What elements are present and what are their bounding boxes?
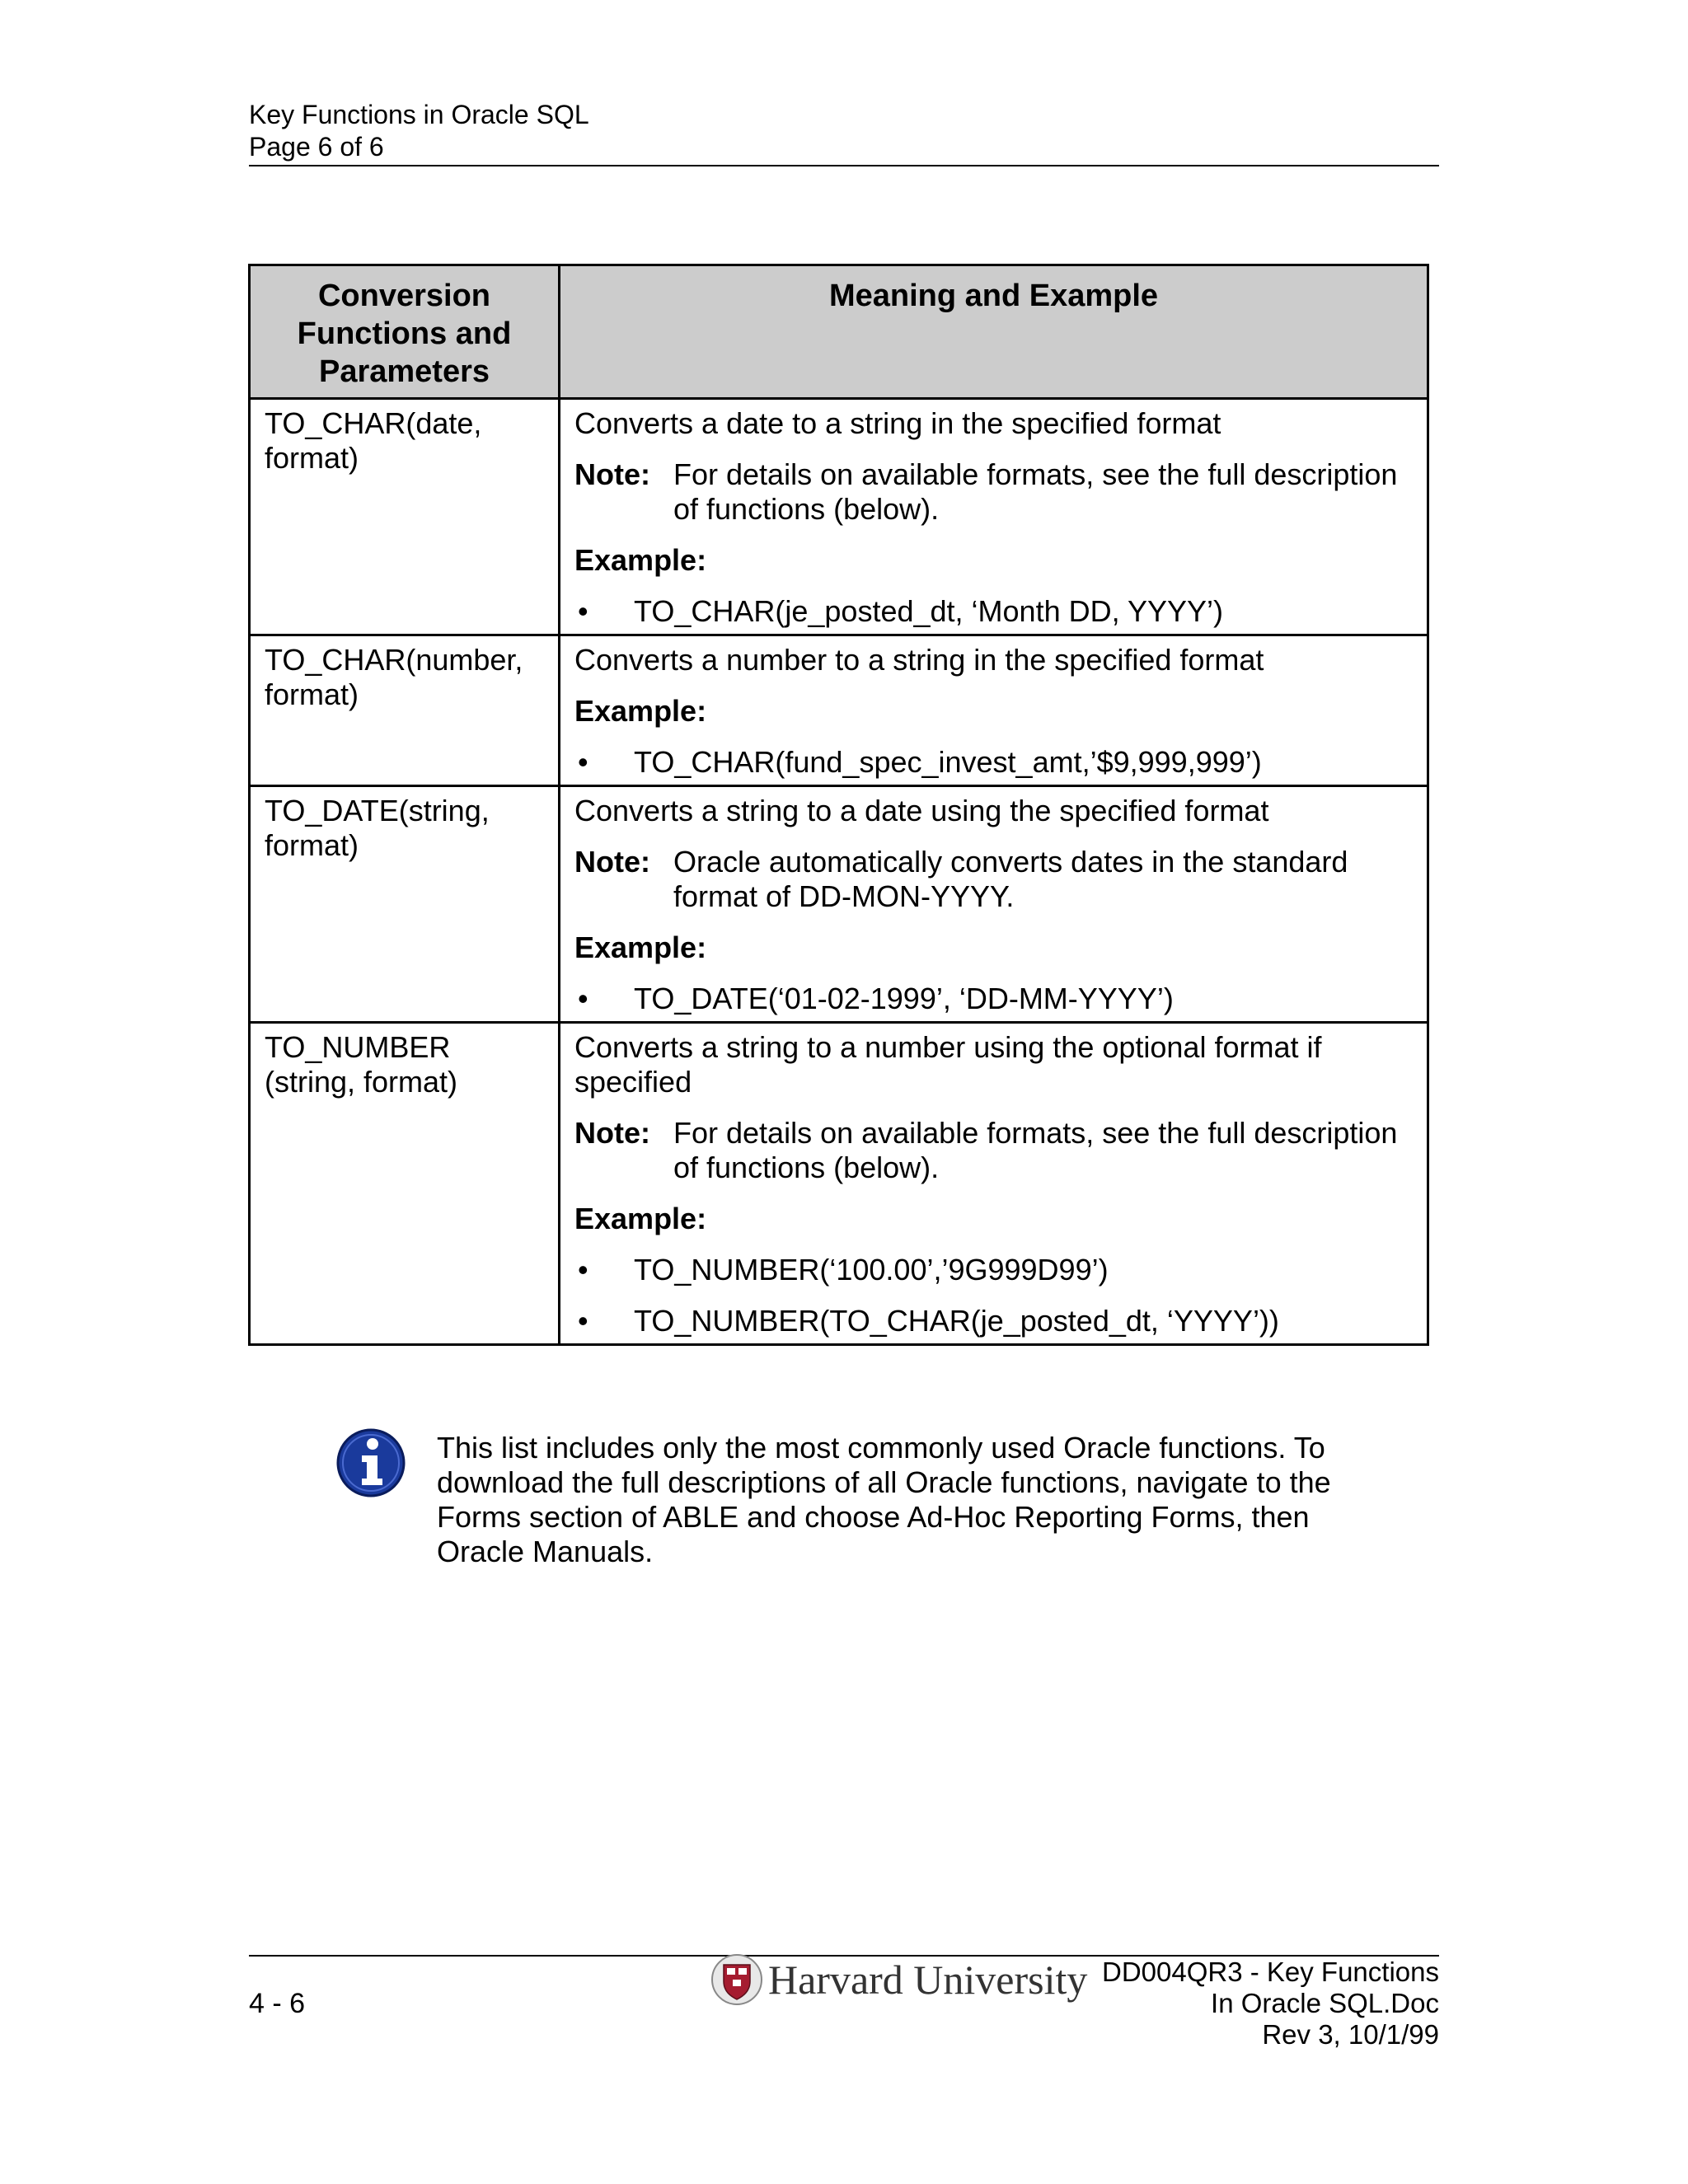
page-indicator: Page 6 of 6 [249, 132, 384, 162]
example-item [574, 594, 1414, 629]
note [574, 1116, 1414, 1185]
bullet-icon: • [578, 594, 588, 628]
note-label: Note: [574, 457, 650, 491]
column-header-functions: Conversion Functions and Parameters [250, 265, 560, 399]
table-row [250, 1023, 1428, 1345]
meaning-cell [560, 786, 1428, 1023]
bullet-icon: • [578, 1304, 588, 1338]
example-code: TO_CHAR(je_posted_dt, ‘Month DD, YYYY’) [634, 594, 1223, 628]
example-label: Example: [574, 930, 707, 964]
info-icon [335, 1427, 406, 1502]
function-description: Converts a date to a string in the specified format [574, 406, 1221, 440]
doc-revision: Rev 3, 10/1/99 [1262, 2019, 1439, 2050]
example-label: Example: [574, 694, 707, 728]
note [574, 845, 1414, 914]
table-row [250, 786, 1428, 1023]
bullet-icon: • [578, 745, 588, 779]
function-description: Converts a string to a number using the optional format if specified [574, 1030, 1322, 1099]
example-item [574, 982, 1414, 1016]
example-code: TO_DATE(‘01-02-1999’, ‘DD-MM-YYYY’) [634, 982, 1174, 1015]
example-item [574, 745, 1414, 780]
document-title: Key Functions in Oracle SQL [249, 100, 589, 129]
info-note-text: This list includes only the most commonly used Oracle functions. To download the full descriptions of all Oracle functions, navigate to the Forms section of ABLE and choose Ad-Hoc Reporting Forms, then Oracle Manuals. [437, 1431, 1331, 1568]
note-label: Note: [574, 845, 650, 879]
function-cell: TO_DATE(string, format) [250, 786, 560, 1023]
function-cell: TO_CHAR(date, format) [250, 399, 560, 635]
note [574, 457, 1414, 527]
bullet-icon: • [578, 982, 588, 1015]
table-header-row [250, 265, 1428, 399]
example-label: Example: [574, 1202, 707, 1235]
bullet-icon: • [578, 1253, 588, 1286]
note-text: For details on available formats, see the full description of functions (below). [673, 1116, 1398, 1184]
page-number: 4 - 6 [249, 1988, 306, 2019]
table-row [250, 399, 1428, 635]
logo-wordmark: Harvard University [768, 1957, 1088, 2003]
table-row [250, 635, 1428, 786]
meaning-cell [560, 635, 1428, 786]
doc-name-line2: In Oracle SQL.Doc [1211, 1988, 1439, 2018]
document-reference [1102, 1957, 1439, 2050]
meaning-cell [560, 1023, 1428, 1345]
note-text: Oracle automatically converts dates in the standard format of DD-MON-YYYY. [673, 845, 1348, 913]
example-code: TO_NUMBER(‘100.00’,’9G999D99’) [634, 1253, 1109, 1286]
example-code: TO_NUMBER(TO_CHAR(je_posted_dt, ‘YYYY’)) [634, 1304, 1279, 1338]
harvard-logo [710, 1953, 1087, 2006]
function-cell: TO_NUMBER (string, format) [250, 1023, 560, 1345]
doc-name-line1: DD004QR3 - Key Functions [1101, 1957, 1439, 1987]
column-header-meaning: Meaning and Example [560, 265, 1428, 399]
note-label: Note: [574, 1116, 650, 1150]
example-label: Example: [574, 543, 707, 577]
function-cell: TO_CHAR(number, format) [250, 635, 560, 786]
meaning-cell [560, 399, 1428, 635]
function-description: Converts a number to a string in the specified format [574, 643, 1264, 677]
conversion-functions-table [248, 264, 1429, 1346]
harvard-shield-icon [710, 1953, 763, 2006]
example-code: TO_CHAR(fund_spec_invest_amt,’$9,999,999’) [634, 745, 1262, 779]
note-text: For details on available formats, see the full description of functions (below). [673, 457, 1398, 526]
example-item [574, 1253, 1414, 1287]
page-header [249, 99, 1439, 166]
example-item [574, 1304, 1414, 1338]
function-description: Converts a string to a date using the specified format [574, 794, 1269, 827]
